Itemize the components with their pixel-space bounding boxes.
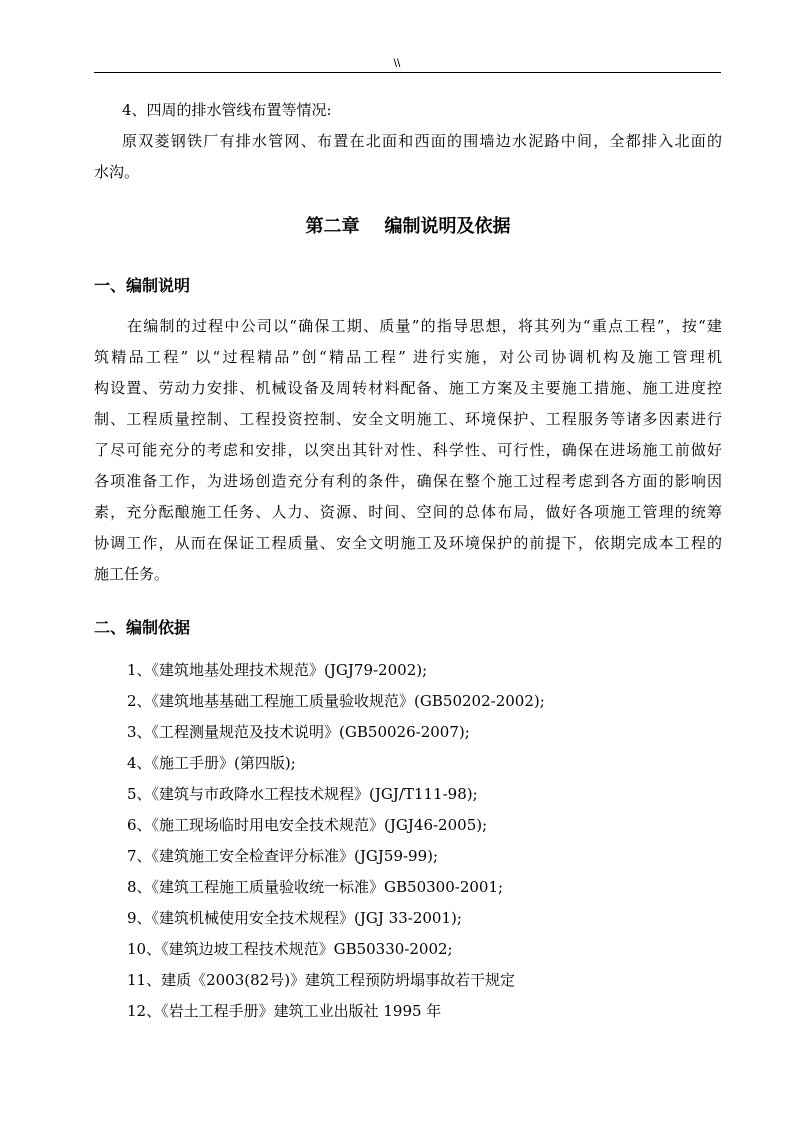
reference-list-item: 7、《建筑施工安全检查评分标准》(JGJ59-99); <box>127 847 439 865</box>
reference-list-item: 2、《建筑地基基础工程施工质量验收规范》(GB50202-2002); <box>127 692 545 710</box>
reference-list-item: 4、《施工手册》(第四版); <box>127 754 296 772</box>
reference-list-item: 11、建质《2003(82号)》建筑工程预防坍塌事故若干规定 <box>127 971 516 989</box>
explanation-paragraph-line: 制、工程质量控制、工程投资控制、安全文明施工、环境保护、工程服务等诸多因素进行 <box>94 410 722 428</box>
explanation-paragraph-line: 施工任务。 <box>94 565 170 583</box>
explanation-paragraph-line: 了尽可能充分的考虑和安排，以突出其针对性、科学性、可行性，确保在进场施工前做好 <box>94 441 722 459</box>
reference-list-item: 12、《岩土工程手册》建筑工业出版社 1995 年 <box>127 1002 442 1020</box>
reference-list-item: 10、《建筑边坡工程技术规范》GB50330-2002; <box>127 940 453 958</box>
explanation-paragraph-line: 素，充分酝酿施工任务、人力、资源、时间、空间的总体布局，做好各项施工管理的统筹 <box>94 503 722 521</box>
explanation-paragraph-line: 各项准备工作，为进场创造充分有利的条件，确保在整个施工过程考虑到各方面的影响因 <box>94 472 722 490</box>
reference-list-item: 5、《建筑与市政降水工程技术规程》(JGJ/T111-98); <box>127 785 478 803</box>
intro-paragraph-line: 水沟。 <box>94 163 140 181</box>
item-4-heading: 4、四周的排水管线布置等情况: <box>122 101 332 119</box>
intro-paragraph-line: 原双菱钢铁厂有排水管网、布置在北面和西面的围墙边水泥路中间，全都排入北面的 <box>122 132 722 150</box>
reference-list-item: 6、《施工现场临时用电安全技术规范》(JGJ46-2005); <box>127 816 488 834</box>
section-heading-basis: 二、编制依据 <box>94 618 191 637</box>
section-heading-explanation: 一、编制说明 <box>94 276 191 295</box>
reference-list-item: 9、《建筑机械使用安全技术规程》(JGJ 33-2001); <box>127 909 462 927</box>
reference-list-item: 3、《工程测量规范及技术说明》(GB50026-2007); <box>127 723 470 741</box>
page-header-mark: \\ <box>393 56 401 70</box>
explanation-paragraph-line: 协调工作，从而在保证工程质量、安全文明施工及环境保护的前提下，依期完成本工程的 <box>94 534 722 552</box>
explanation-paragraph-line: 在编制的过程中公司以“确保工期、质量”的指导思想，将其列为“重点工程”，按“建 <box>127 317 722 335</box>
reference-list-item: 8、《建筑工程施工质量验收统一标准》GB50300-2001; <box>127 878 504 896</box>
header-rule <box>94 72 721 73</box>
chapter-title: 第二章 编制说明及依据 <box>305 216 511 237</box>
explanation-paragraph-line: 构设置、劳动力安排、机械设备及周转材料配备、施工方案及主要施工措施、施工进度控 <box>94 379 722 397</box>
reference-list-item: 1、《建筑地基处理技术规范》(JGJ79-2002); <box>127 661 428 679</box>
explanation-paragraph-line: 筑精品工程” 以“过程精品”创“精品工程” 进行实施，对公司协调机构及施工管理机 <box>94 348 722 366</box>
